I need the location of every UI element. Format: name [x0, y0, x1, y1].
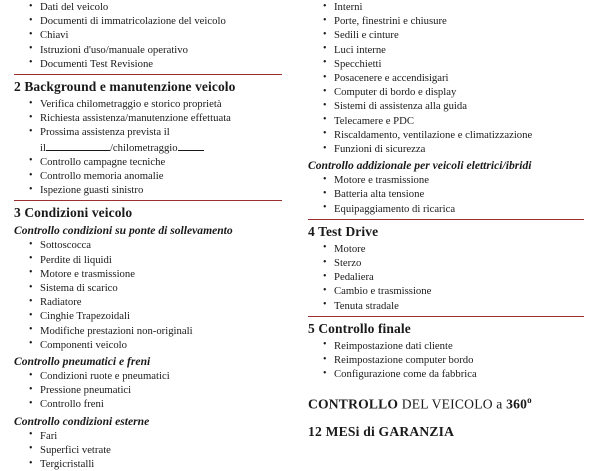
- list-item: • Modifiche prestazioni non-originali: [28, 324, 282, 338]
- list-item: • Sistema di scarico: [28, 281, 282, 295]
- list-item: • Sedili e cinture: [322, 28, 590, 42]
- next-service-label: Prossima assistenza prevista il: [40, 126, 170, 139]
- list-item: • Componenti veicolo: [28, 338, 282, 352]
- list-item: • Fari: [28, 429, 282, 443]
- list-item: • Verifica chilometraggio e storico proprietà: [28, 97, 282, 111]
- list-item: • Sterzo: [322, 256, 590, 270]
- list-item: • Pressione pneumatici: [28, 383, 282, 397]
- right-top-list: [308, 0, 590, 156]
- left-column: [0, 0, 290, 471]
- list-item: • Equipaggiamento di ricarica: [322, 202, 590, 216]
- list-item: • Pedaliera: [322, 270, 590, 284]
- list-item: • Superfici vetrate: [28, 443, 282, 457]
- list-item: • Motore: [322, 242, 590, 256]
- left-top-list: [14, 0, 282, 71]
- footer-controllo-word: CONTROLLO: [308, 397, 399, 412]
- tires-brakes-list: [14, 369, 282, 412]
- list-item: • Specchietti: [322, 57, 590, 71]
- list-item: • Dati del veicolo: [28, 0, 282, 14]
- list-item: • Computer di bordo e display: [322, 85, 590, 99]
- subsection-title-tires-brakes: Controllo pneumatici e freni: [14, 355, 151, 369]
- subsection-title-electric-hybrid: Controllo addizionale per veicoli elettrici/ibridi: [308, 159, 532, 173]
- section-divider: [308, 316, 584, 317]
- list-item: • Cinghie Trapezoidali: [28, 309, 282, 323]
- list-item: • Interni: [322, 0, 590, 14]
- list-item: • Chiavi: [28, 28, 282, 42]
- list-item: • Istruzioni d'uso/manuale operativo: [28, 43, 282, 57]
- next-service-km-blank: [178, 140, 204, 151]
- footer-control-360: [308, 395, 590, 413]
- next-service-il: il: [40, 141, 46, 154]
- list-item: • Documenti Test Revisione: [28, 57, 282, 71]
- list-item-next-service: [28, 125, 282, 154]
- section-divider: [308, 219, 584, 220]
- electric-hybrid-list: [308, 173, 590, 216]
- section-title-background: 2 Background e manutenzione veicolo: [14, 79, 236, 95]
- list-item: • Reimpostazione dati cliente: [322, 339, 590, 353]
- section-title-conditions: 3 Condizioni veicolo: [14, 205, 133, 221]
- list-item: • Tenuta stradale: [322, 299, 590, 313]
- section2-list: [14, 97, 282, 197]
- final-check-list: [308, 339, 590, 382]
- next-service-suffix: /chilometraggio: [109, 141, 178, 154]
- list-item: • Sottoscocca: [28, 238, 282, 252]
- list-item: • Radiatore: [28, 295, 282, 309]
- list-item: • Reimpostazione computer bordo: [322, 353, 590, 367]
- footer-warranty: 12 MESi di GARANZIA: [308, 424, 455, 439]
- list-item: • Controllo campagne tecniche: [28, 155, 282, 169]
- next-service-date-blank: [46, 140, 110, 151]
- list-item: • Sistemi di assistenza alla guida: [322, 99, 590, 113]
- list-item: • Configurazione come da fabbrica: [322, 367, 590, 381]
- list-item: • Riscaldamento, ventilazione e climatizzazione: [322, 128, 590, 142]
- subsection-title-lift: Controllo condizioni su ponte di sollevamento: [14, 224, 233, 238]
- list-item: • Cambio e trasmissione: [322, 284, 590, 298]
- footer-del-veicolo-a: DEL VEICOLO a: [398, 397, 507, 412]
- list-item: • Posacenere e accendisigari: [322, 71, 590, 85]
- section-title-final-check: 5 Controllo finale: [308, 320, 411, 336]
- list-item: • Condizioni ruote e pneumatici: [28, 369, 282, 383]
- list-item: • Motore e trasmissione: [322, 173, 590, 187]
- right-column: [290, 0, 600, 450]
- list-item: • Luci interne: [322, 43, 590, 57]
- section-divider: [14, 200, 282, 201]
- lift-conditions-list: [14, 238, 282, 352]
- list-item: • Porte, finestrini e chiusure: [322, 14, 590, 28]
- list-item: • Telecamere e PDC: [322, 114, 590, 128]
- list-item: • Richiesta assistenza/manutenzione effettuata: [28, 111, 282, 125]
- footer-360: 360: [506, 397, 528, 412]
- subsection-title-exterior: Controllo condizioni esterne: [14, 414, 150, 428]
- list-item: • Perdite di liquidi: [28, 253, 282, 267]
- list-item: • Tergicristalli: [28, 457, 282, 471]
- list-item: • Controllo memoria anomalie: [28, 169, 282, 183]
- list-item: • Ispezione guasti sinistro: [28, 183, 282, 197]
- list-item: • Motore e trasmissione: [28, 267, 282, 281]
- test-drive-list: [308, 242, 590, 313]
- list-item: • Documenti di immatricolazione del veicolo: [28, 14, 282, 28]
- list-item: • Batteria alta tensione: [322, 187, 590, 201]
- list-item: • Controllo freni: [28, 397, 282, 411]
- footer-degree-symbol: o: [527, 395, 532, 406]
- list-item: • Funzioni di sicurezza: [322, 142, 590, 156]
- section-title-test-drive: 4 Test Drive: [308, 223, 379, 239]
- section-divider: [14, 74, 282, 75]
